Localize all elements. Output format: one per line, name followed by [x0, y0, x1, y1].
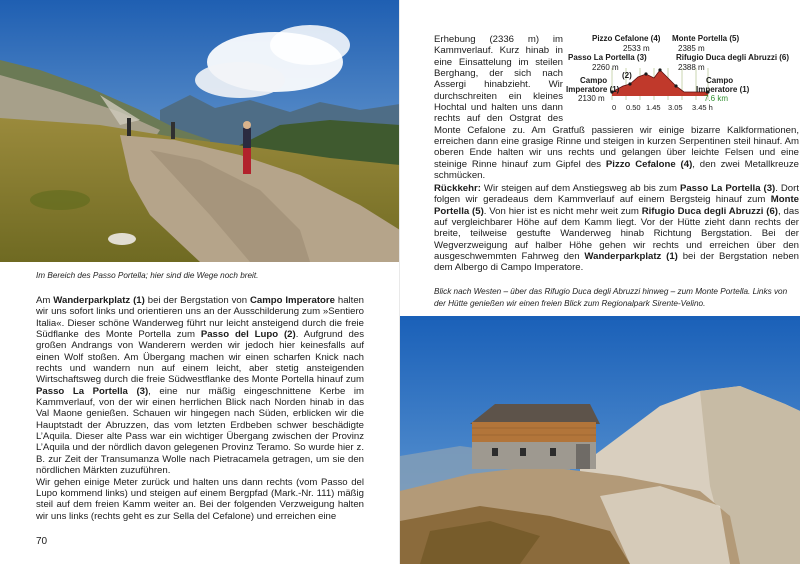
rifugio-photo — [400, 316, 800, 564]
profile-waypoint-3 — [644, 72, 647, 75]
alt-passo-la-portella: 2260 m — [592, 63, 619, 72]
text-run: Am — [36, 295, 54, 306]
distance-label: 7.6 km — [704, 94, 729, 103]
return-paragraph — [434, 183, 799, 274]
photo-caption-right: Blick nach Westen – über das Rifugio Duca degli Abruzzi hinweg – zum Monte Portella. Links von der Hütte genießen wir einen freien Blick zum Regionalpark Sirente-Velino. — [434, 287, 788, 308]
profile-waypoint-2 — [628, 82, 631, 85]
bold-term: Passo La Portella (3) — [679, 183, 776, 194]
marker-passo-del-lupo: (2) — [622, 71, 632, 80]
photo-caption-left: Im Bereich des Passo Portella; hier sind die Wege noch breit. — [36, 271, 259, 280]
time-tick-label: 0.50 — [626, 103, 641, 112]
bold-term: Rückkehr: — [434, 183, 481, 194]
label-passo-la-portella: Passo La Portella (3) — [568, 53, 647, 62]
elevation-profile — [566, 34, 800, 112]
time-tick-label: 0 — [612, 103, 617, 112]
text-run: Wir steigen auf dem Anstiegsweg ab bis zum — [480, 183, 680, 194]
alt-monte-portella: 2385 m — [678, 44, 705, 53]
mountain-trail-photo — [0, 0, 400, 262]
text-run: . Von hier ist es nicht mehr weit zum — [483, 205, 642, 217]
return-paragraph-text — [434, 183, 799, 274]
label-campo-right-2: Imperatore (1) — [696, 85, 750, 94]
label-campo-left: Campo — [580, 76, 608, 85]
label-campo-right: Campo — [706, 76, 734, 85]
text-run: bei der Bergstation neben dem Albergo di Campo Imperatore. — [434, 251, 799, 274]
bold-term: Pizzo Cefalone (4) — [605, 158, 693, 170]
text-run: , eine nur mäßig eingeschnittene Kerbe im Kammverlauf, von der wir einen herrlichen Blick nach Norden hinab in das Val Maone genießen. Schauen wir hingegen nach Süden, erblicken wir die Hauptstadt der Abruzzen, das vom letzten Erdbeben schwer beschädigte L’Aquila. Dieser alte Pass war ein wichtiger Übergang zwischen der Provinz L’Aquila und der nördlich davon gelegenen Provinz Teramo. So wurde hier z. B. zur Zeit der Transumanza Wolle nach Pietracamela getragen, um sie den nördlichen Märkten zuzuführen. — [36, 385, 365, 477]
right-page — [400, 0, 800, 564]
text-run: . Aufgrund des großen Andrangs von Wanderern werden wir jedoch hier keinesfalls auf einen Wolf stoßen. Am Übergang machen wir einen scharfen Knick nach rechts und wandern nun auf einem leicht, aber stetig ansteigenden Wirtschaftsweg durch die freie Südwestflanke des Monte Portella hinauf zum — [36, 329, 364, 386]
text-run: , das auf vergleichbarer Höhe auf dem Kamm liegt. Vor der Hütte zieht dann rechts der breite, teilweise gestufte Wanderweg hinab Richtung Bergstation. Bei der Wegverzweigung auf halber Höhe gehen wir rechts und erreichen über den ausgeschwemmten Fahrweg den — [434, 205, 799, 263]
bold-term: Wanderparkplatz (1) — [584, 251, 678, 263]
time-tick-label: 3.45 h — [692, 103, 713, 112]
alt-rifugio: 2388 m — [678, 63, 705, 72]
text-run: Erhebung (2336 m) im Kammverlauf. Kurz hinab in eine Einsattelung im steilen Berghang, der sich nach Assergi hinabzieht. Wir durchschreiten ein kleines Hochtal und halten uns dann rechts auf den Ostgrat des Monte Cefalone zu. Am Gratfuß passieren wir einige bizarre Kalkformationen, erreichen dann eine grasige Rinne und steigen in kurzen Serpentinen steil hinauf. Am oberen Ende halten wir uns rechts und gelangen über leichte Felsen und eine steinige Rinne hinauf zum Gipfel des — [434, 34, 799, 170]
profile-waypoint-5 — [674, 84, 677, 87]
alt-pizzo-cefalone: 2533 m — [623, 44, 650, 53]
page-number: 70 — [36, 536, 48, 547]
text-run: , den zwei Metallkreuze schmücken. — [434, 158, 800, 182]
label-pizzo-cefalone: Pizzo Cefalone (4) — [592, 34, 661, 43]
left-paragraph-1 — [36, 295, 364, 477]
label-campo-left-2: Imperatore (1) — [566, 85, 620, 94]
bold-term: Campo Imperatore — [249, 295, 335, 306]
time-tick-label: 1.45 — [646, 103, 661, 112]
text-run: halten wir uns sofort links und orientieren uns an der Ausschilderung zum »Sentiero Italia«. Dieser schöne Wanderweg führt nur leicht ansteigend durch die freie Südflanke des Monte Portella zum — [36, 295, 364, 341]
text-run: . Dort folgen wir geradeaus dem Kammverlauf auf einem Bergsteig hinauf zum — [434, 183, 799, 206]
profile-waypoint-4 — [658, 68, 661, 71]
alt-campo-left: 2130 m — [578, 94, 605, 103]
text-run: bei der Bergstation von — [144, 295, 250, 306]
bold-term: Passo La Portella (3) — [36, 385, 149, 397]
time-axis — [612, 103, 712, 112]
bold-term: Rifugio Duca degli Abruzzi (6) — [641, 205, 778, 217]
label-monte-portella: Monte Portella (5) — [672, 34, 740, 43]
left-body-text — [36, 295, 364, 522]
text-run: Wir gehen einige Meter zurück und halten uns dann rechts (vom Passo del Lupo kommend links) und steigen auf einem Bergpfad (Mark.-Nr. 111) mäßig steil auf dem freien Kamm weiter an. Bei der folgenden Verzweigung halten wir uns links (rechts geht es zur Sella del Cefalone) und erreichen eine — [36, 476, 364, 522]
time-tick-label: 3.05 — [668, 103, 683, 112]
bold-term: Passo del Lupo (2) — [200, 329, 296, 341]
bold-term: Monte Portella (5) — [434, 194, 799, 217]
label-rifugio: Rifugio Duca degli Abruzzi (6) — [676, 53, 790, 62]
bold-term: Wanderparkplatz (1) — [53, 295, 145, 306]
left-paragraph-2 — [36, 477, 364, 522]
